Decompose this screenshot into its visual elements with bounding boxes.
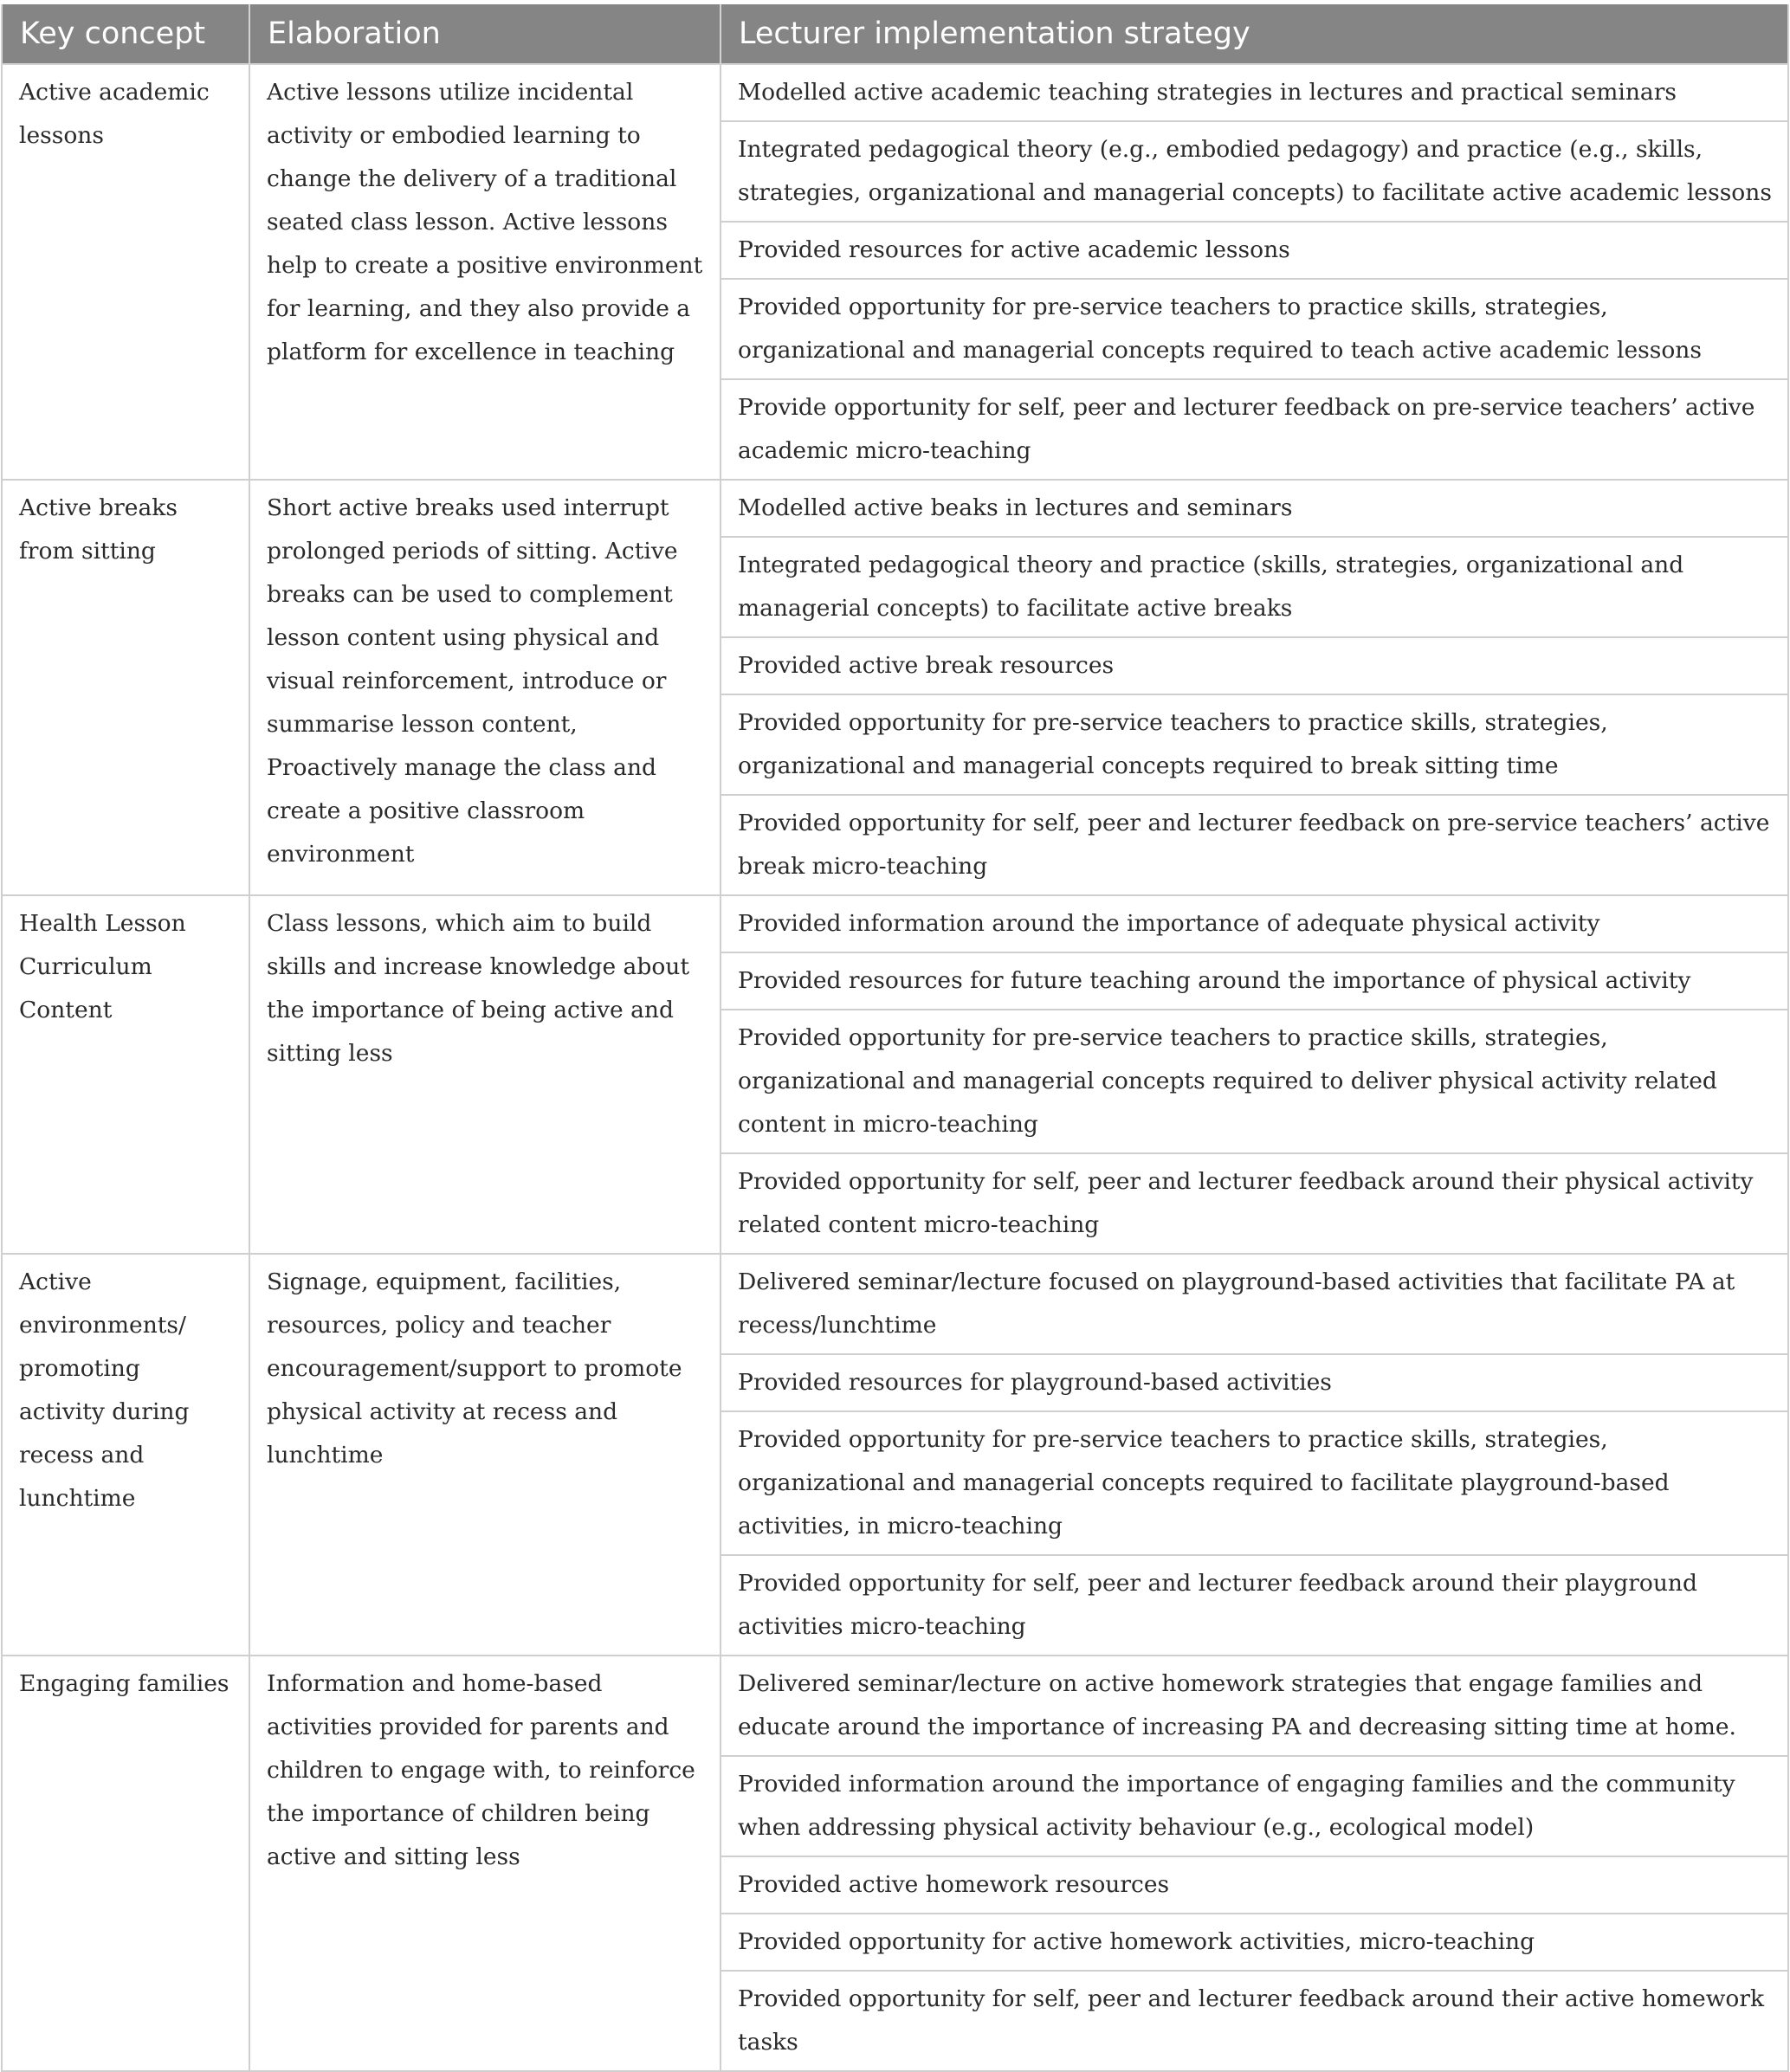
elaboration-cell: Class lessons, which aim to build skills and increase knowledge about the importance of being active and sitting less bbox=[249, 895, 721, 1254]
table-row bbox=[2, 480, 1788, 537]
strategy-cell: Delivered seminar/lecture on active homework strategies that engage families and educate around the importance of increasing PA and decreasing sitting time at home. bbox=[721, 1656, 1788, 1756]
strategy-cell: Provided opportunity for self, peer and lecturer feedback around their physical activity related content micro-teaching bbox=[721, 1153, 1788, 1254]
key-concept-cell: Active academic lessons bbox=[2, 64, 249, 480]
strategy-cell: Provided opportunity for self, peer and lecturer feedback around their active homework tasks bbox=[721, 1971, 1788, 2071]
strategy-cell: Provided active homework resources bbox=[721, 1856, 1788, 1914]
key-concept-cell: Health Lesson Curriculum Content bbox=[2, 895, 249, 1254]
strategy-cell: Provided opportunity for active homework activities, micro-teaching bbox=[721, 1914, 1788, 1971]
table-row bbox=[2, 1656, 1788, 1756]
strategy-cell: Provided opportunity for self, peer and lecturer feedback on pre-service teachers’ active break micro-teaching bbox=[721, 795, 1788, 895]
header-row bbox=[2, 4, 1788, 64]
table-row bbox=[2, 1254, 1788, 1354]
strategy-cell: Modelled active beaks in lectures and seminars bbox=[721, 480, 1788, 537]
strategy-cell: Delivered seminar/lecture focused on playground-based activities that facilitate PA at recess/lunchtime bbox=[721, 1254, 1788, 1354]
strategy-cell: Provided information around the importance of adequate physical activity bbox=[721, 895, 1788, 952]
strategy-cell: Provided opportunity for pre-service teachers to practice skills, strategies, organizational and managerial concepts required to break sitting time bbox=[721, 694, 1788, 795]
strategy-cell: Integrated pedagogical theory (e.g., embodied pedagogy) and practice (e.g., skills, strategies, organizational and managerial concepts) to facilitate active academic lessons bbox=[721, 121, 1788, 222]
table-body bbox=[2, 64, 1788, 2071]
strategy-cell: Provided resources for active academic lessons bbox=[721, 222, 1788, 279]
table-container bbox=[0, 4, 1790, 2072]
strategy-cell: Provided active break resources bbox=[721, 637, 1788, 694]
strategy-cell: Provided opportunity for pre-service teachers to practice skills, strategies, organizational and managerial concepts required to teach active academic lessons bbox=[721, 279, 1788, 379]
key-concept-cell: Active environments/ promoting activity during recess and lunchtime bbox=[2, 1254, 249, 1656]
elaboration-cell: Signage, equipment, facilities, resources, policy and teacher encouragement/support to promote physical activity at recess and lunchtime bbox=[249, 1254, 721, 1656]
table-row bbox=[2, 895, 1788, 952]
strategy-cell: Integrated pedagogical theory and practice (skills, strategies, organizational and managerial concepts) to facilitate active breaks bbox=[721, 537, 1788, 637]
key-concept-cell: Active breaks from sitting bbox=[2, 480, 249, 895]
elaboration-cell: Short active breaks used interrupt prolonged periods of sitting. Active breaks can be used to complement lesson content using physical and visual reinforcement, introduce or summarise lesson content, Proactively manage the class and create a positive classroom environment bbox=[249, 480, 721, 895]
strategy-cell: Provided opportunity for pre-service teachers to practice skills, strategies, organizational and managerial concepts required to deliver physical activity related content in micro-teaching bbox=[721, 1010, 1788, 1153]
header-elaboration: Elaboration bbox=[249, 4, 721, 64]
strategy-cell: Modelled active academic teaching strategies in lectures and practical seminars bbox=[721, 64, 1788, 121]
strategy-cell: Provide opportunity for self, peer and lecturer feedback on pre-service teachers’ active academic micro-teaching bbox=[721, 379, 1788, 480]
header-lecturer-implementation-strategy: Lecturer implementation strategy bbox=[721, 4, 1788, 64]
key-concepts-table bbox=[1, 4, 1789, 2072]
strategy-cell: Provided resources for playground-based activities bbox=[721, 1354, 1788, 1411]
strategy-cell: Provided opportunity for pre-service teachers to practice skills, strategies, organizational and managerial concepts required to facilitate playground-based activities, in micro-teaching bbox=[721, 1411, 1788, 1555]
table-row bbox=[2, 64, 1788, 121]
strategy-cell: Provided resources for future teaching around the importance of physical activity bbox=[721, 952, 1788, 1010]
key-concept-cell: Engaging families bbox=[2, 1656, 249, 2071]
strategy-cell: Provided information around the importance of engaging families and the community when addressing physical activity behaviour (e.g., ecological model) bbox=[721, 1756, 1788, 1856]
strategy-cell: Provided opportunity for self, peer and lecturer feedback around their playground activities micro-teaching bbox=[721, 1555, 1788, 1656]
elaboration-cell: Information and home-based activities provided for parents and children to engage with, to reinforce the importance of children being active and sitting less bbox=[249, 1656, 721, 2071]
header-key-concept: Key concept bbox=[2, 4, 249, 64]
table-header bbox=[2, 4, 1788, 64]
elaboration-cell: Active lessons utilize incidental activity or embodied learning to change the delivery of a traditional seated class lesson. Active lessons help to create a positive environment for learning, and they also provide a platform for excellence in teaching bbox=[249, 64, 721, 480]
